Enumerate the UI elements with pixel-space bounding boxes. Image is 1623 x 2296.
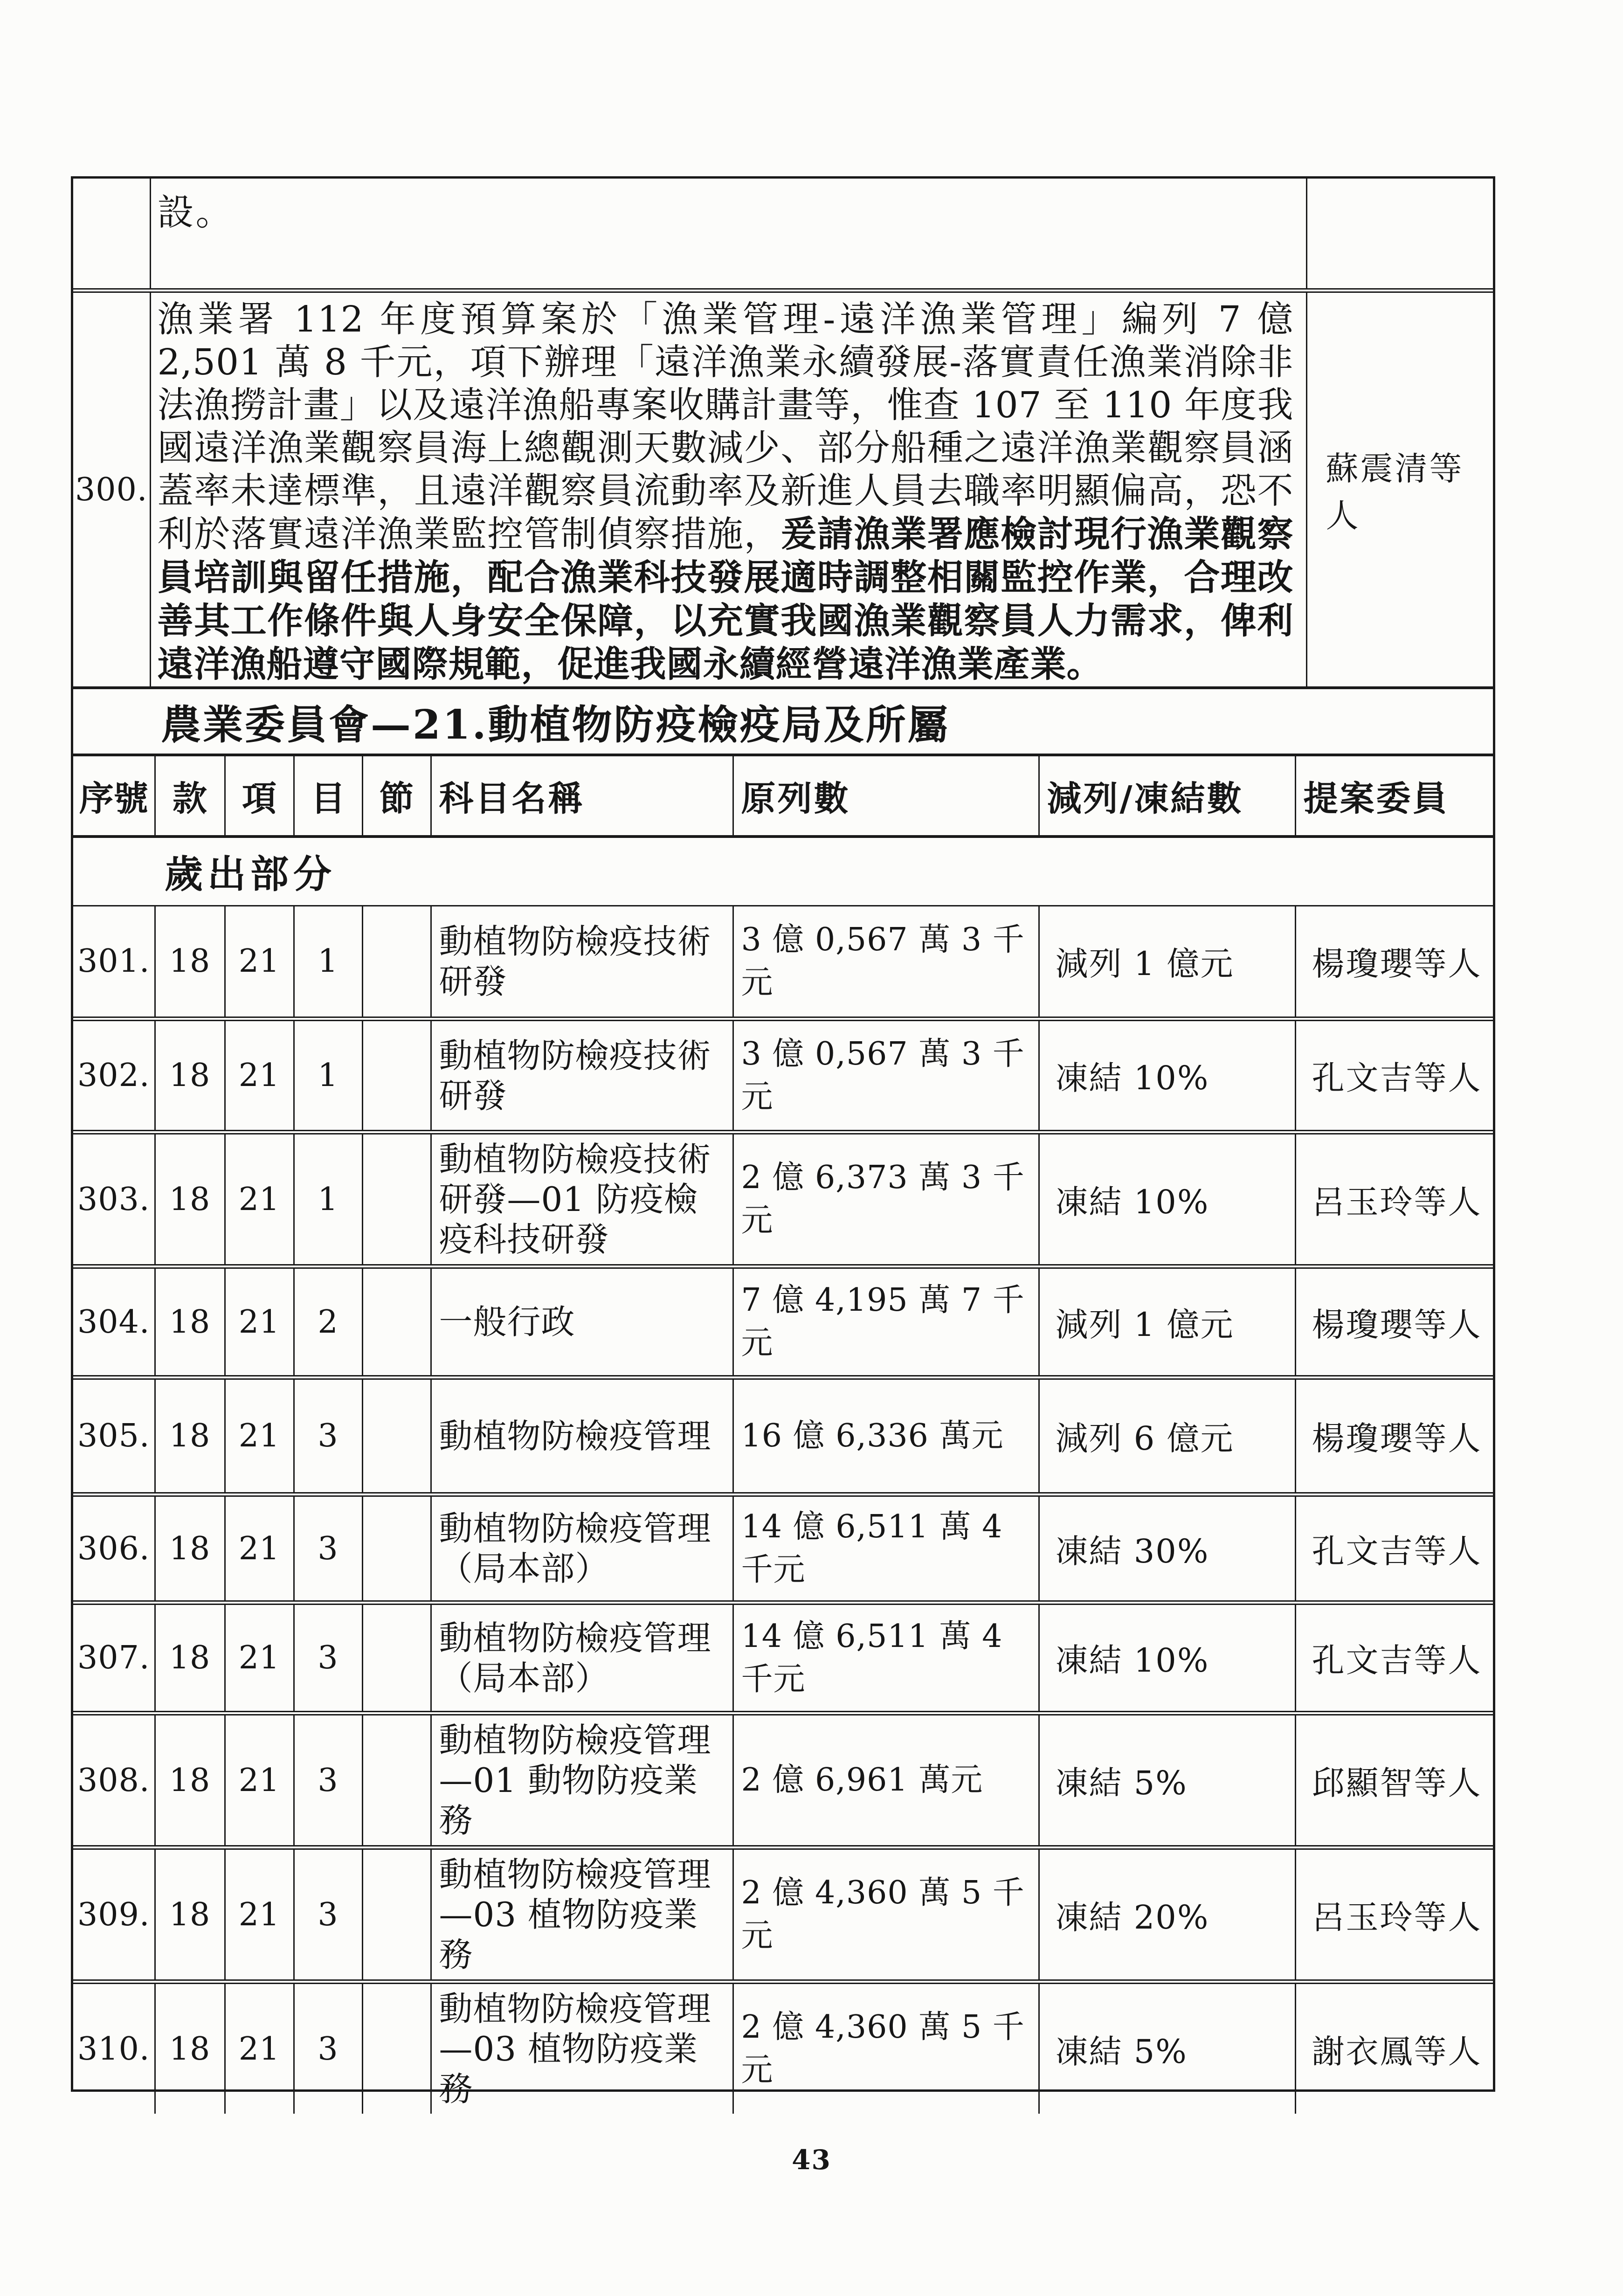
cell-proposer: 楊瓊瓔等人	[1312, 945, 1482, 983]
cell-xiang: 21	[225, 1266, 294, 1377]
cell-reduction: 凍結 30%	[1039, 1494, 1295, 1603]
cell-mu: 2	[294, 1266, 362, 1377]
table-row	[73, 1132, 1493, 1266]
cell-proposer	[1306, 179, 1493, 290]
cell-seq: 302.	[73, 1019, 155, 1132]
cell-reduction: 凍結 10%	[1039, 1132, 1295, 1266]
cell-kuan: 18	[155, 1266, 225, 1377]
cell-proposer: 孔文吉等人	[1295, 1494, 1493, 1603]
cell-subject: 動植物防檢疫管理（局本部）	[431, 1494, 733, 1603]
carryover-table	[73, 179, 1493, 686]
section-label: 歲出部分	[73, 837, 1493, 906]
cell-reduction: 凍結 20%	[1039, 1847, 1295, 1982]
cell-mu: 1	[294, 1019, 362, 1132]
table-row	[73, 1377, 1493, 1494]
table-header-row	[73, 756, 1493, 837]
cell-original-amount: 14 億 6,511 萬 4 千元	[733, 1494, 1039, 1603]
cell-jie	[362, 1132, 431, 1266]
cell-original-amount: 2 億 6,373 萬 3 千元	[733, 1132, 1039, 1266]
cell-seq: 310.	[73, 1982, 155, 2114]
col-header-original-amount: 原列數	[733, 756, 1039, 837]
cell-kuan: 18	[155, 1377, 225, 1494]
col-header-kuan: 款	[155, 756, 225, 837]
remark-normal-text: 漁業署 112 年度預算案於「漁業管理-遠洋漁業管理」編列 7 億 2,501 萬 8 千元，項下辦理「遠洋漁業永續發展-落實責任漁業消除非法漁撈計畫」以及遠洋漁船專案收購計畫等，惟查 107 至 110 年度我國遠洋漁業觀察員海上總觀測天數減少、部分船種之遠洋漁業觀察員涵蓋率未達標準，且遠洋觀察員流動率及新進人員去職率明顯偏高，恐不利於落實遠洋漁業監控管制偵察措施，	[157, 299, 1294, 555]
col-header-jie: 節	[362, 756, 431, 837]
cell-jie	[362, 1019, 431, 1132]
cell-xiang: 21	[225, 1494, 294, 1603]
section-label-row	[73, 837, 1493, 906]
cell-xiang: 21	[225, 1982, 294, 2114]
col-header-reduction: 減列/凍結數	[1039, 756, 1295, 837]
budget-table	[73, 756, 1493, 2114]
cell-reduction: 凍結 5%	[1039, 1982, 1295, 2114]
remark-bold-text: 爰請漁業署應檢討現行漁業觀察員培訓與留任措施，配合漁業科技發展適時調整相關監控作業，合理改善其工作條件與人身安全保障，以充實我國漁業觀察員人力需求，俾利遠洋漁船遵守國際規範，促進我國永續經營遠洋漁業產業。	[157, 513, 1294, 685]
cell-original-amount: 16 億 6,336 萬元	[733, 1377, 1039, 1494]
cell-xiang: 21	[225, 1603, 294, 1713]
cell-proposer: 孔文吉等人	[1295, 1019, 1493, 1132]
cell-mu: 3	[294, 1847, 362, 1982]
cell-original-amount: 2 億 4,360 萬 5 千元	[733, 1847, 1039, 1982]
cell-kuan: 18	[155, 1132, 225, 1266]
cell-reduction: 凍結 5%	[1039, 1713, 1295, 1847]
table-row	[73, 290, 1493, 686]
section-title: 農業委員會—21.動植物防疫檢疫局及所屬	[73, 686, 1493, 756]
cell-mu: 3	[294, 1713, 362, 1847]
cell-jie	[362, 1847, 431, 1982]
cell-proposer: 楊瓊瓔等人	[1295, 1266, 1493, 1377]
cell-proposer: 邱顯智等人	[1295, 1713, 1493, 1847]
table-row	[73, 1982, 1493, 2114]
cell-proposer: 蘇震清等人	[1306, 290, 1493, 686]
cell-jie	[362, 1377, 431, 1494]
table-row	[73, 1603, 1493, 1713]
cell-subject: 動植物防檢疫技術研發—01 防疫檢疫科技研發	[431, 1132, 733, 1266]
col-header-subject: 科目名稱	[431, 756, 733, 837]
cell-seq: 308.	[73, 1713, 155, 1847]
cell-kuan: 18	[155, 1494, 225, 1603]
table-row	[73, 1494, 1493, 1603]
cell-mu: 3	[294, 1377, 362, 1494]
cell-mu: 3	[294, 1494, 362, 1603]
cell-kuan: 18	[155, 906, 225, 1019]
cell-original-amount: 7 億 4,195 萬 7 千元	[733, 1266, 1039, 1377]
table-row	[73, 1019, 1493, 1132]
cell-kuan: 18	[155, 1847, 225, 1982]
cell-reduction: 減列 1 億元	[1039, 906, 1295, 1019]
table-row	[73, 1266, 1493, 1377]
cell-original-amount: 3 億 0,567 萬 3 千元	[733, 906, 1039, 1019]
cell-kuan: 18	[155, 1019, 225, 1132]
cell-original-amount: 2 億 6,961 萬元	[733, 1713, 1039, 1847]
cell-xiang: 21	[225, 1713, 294, 1847]
cell-seq: 303.	[73, 1132, 155, 1266]
cell-proposer: 謝衣鳳等人	[1295, 1982, 1493, 2114]
cell-mu: 1	[294, 1132, 362, 1266]
cell-subject: 動植物防檢疫管理—03 植物防疫業務	[431, 1847, 733, 1982]
cell-seq: 306.	[73, 1494, 155, 1603]
cell-subject: 動植物防檢疫技術研發	[431, 1019, 733, 1132]
cell-subject: 動植物防檢疫管理	[431, 1377, 733, 1494]
col-header-proposer: 提案委員	[1295, 756, 1493, 837]
cell-subject: 動植物防檢疫管理—03 植物防疫業務	[431, 1982, 733, 2114]
col-header-mu: 目	[294, 756, 362, 837]
budget-review-sheet	[71, 176, 1495, 2109]
cell-xiang: 21	[225, 1132, 294, 1266]
cell-original-amount: 2 億 4,360 萬 5 千元	[733, 1982, 1039, 2114]
cell-xiang: 21	[225, 1377, 294, 1494]
cell-seq: 304.	[73, 1266, 155, 1377]
cell-reduction: 減列 1 億元	[1039, 1266, 1295, 1377]
cell-seq: 309.	[73, 1847, 155, 1982]
cell-kuan: 18	[155, 1982, 225, 2114]
cell-mu: 3	[294, 1603, 362, 1713]
table-row	[73, 906, 1493, 1019]
cell-kuan: 18	[155, 1713, 225, 1847]
cell-original-amount: 3 億 0,567 萬 3 千元	[733, 1019, 1039, 1132]
cell-xiang: 21	[225, 1019, 294, 1132]
cell-proposer: 呂玉玲等人	[1295, 1132, 1493, 1266]
cell-seq: 305.	[73, 1377, 155, 1494]
cell-seq: 300.	[73, 290, 150, 686]
cell-subject: 動植物防檢疫管理—01 動物防疫業務	[431, 1713, 733, 1847]
cell-jie	[362, 1266, 431, 1377]
cell-jie	[362, 1713, 431, 1847]
col-header-seq: 序號	[73, 756, 155, 837]
cell-carryover-text: 設。	[150, 179, 1306, 290]
cell-mu: 1	[294, 906, 362, 1019]
cell-proposer: 孔文吉等人	[1295, 1603, 1493, 1713]
cell-kuan: 18	[155, 1603, 225, 1713]
cell-proposer: 楊瓊瓔等人	[1295, 1377, 1493, 1494]
cell-subject: 一般行政	[431, 1266, 733, 1377]
cell-jie	[362, 1982, 431, 2114]
cell-reduction: 凍結 10%	[1039, 1603, 1295, 1713]
cell-xiang: 21	[225, 906, 294, 1019]
cell-seq: 301.	[73, 906, 155, 1019]
table-row	[73, 1713, 1493, 1847]
cell-jie	[362, 906, 431, 1019]
cell-remark-text	[150, 290, 1306, 686]
page-number: 43	[792, 2144, 831, 2176]
table-row	[73, 179, 1493, 290]
table-row	[73, 1847, 1493, 1982]
cell-reduction: 凍結 10%	[1039, 1019, 1295, 1132]
cell-subject: 動植物防檢疫技術研發	[431, 906, 733, 1019]
cell-seq	[73, 179, 150, 290]
cell-jie	[362, 1603, 431, 1713]
cell-proposer: 呂玉玲等人	[1295, 1847, 1493, 1982]
cell-subject: 動植物防檢疫管理（局本部）	[431, 1603, 733, 1713]
cell-mu: 3	[294, 1982, 362, 2114]
cell-jie	[362, 1494, 431, 1603]
cell-xiang: 21	[225, 1847, 294, 1982]
cell-original-amount: 14 億 6,511 萬 4 千元	[733, 1603, 1039, 1713]
col-header-xiang: 項	[225, 756, 294, 837]
cell-reduction: 減列 6 億元	[1039, 1377, 1295, 1494]
cell-seq: 307.	[73, 1603, 155, 1713]
